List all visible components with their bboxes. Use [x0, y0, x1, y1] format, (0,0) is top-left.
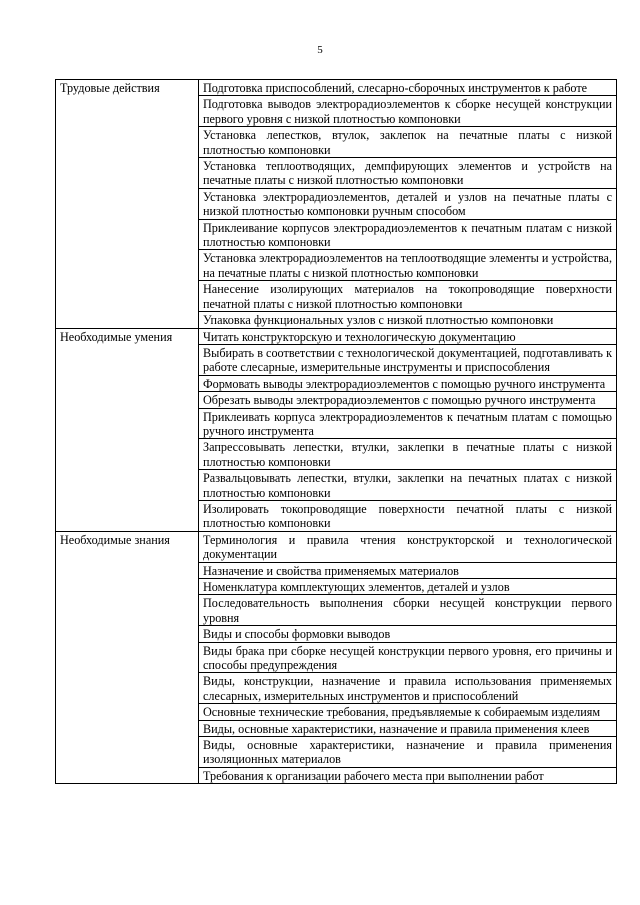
table-cell: Номенклатура комплектующих элементов, деталей и узлов	[199, 579, 617, 595]
table-cell: Виды и способы формовки выводов	[199, 626, 617, 642]
section-title: Трудовые действия	[56, 80, 199, 329]
table-cell: Установка лепестков, втулок, заклепок на печатные платы с низкой плотностью компоновки	[199, 127, 617, 158]
table-cell: Запрессовывать лепестки, втулки, заклепки в печатные платы с низкой плотностью компоновки	[199, 439, 617, 470]
section-title: Необходимые умения	[56, 328, 199, 531]
page-number: 5	[317, 44, 323, 56]
table-cell: Нанесение изолирующих материалов на токопроводящие поверхности печатной платы с низкой плотностью компоновки	[199, 281, 617, 312]
table-cell: Формовать выводы электрорадиоэлементов с помощью ручного инструмента	[199, 375, 617, 391]
table-cell: Упаковка функциональных узлов с низкой плотностью компоновки	[199, 312, 617, 328]
table-cell: Установка теплоотводящих, демпфирующих элементов и устройств на печатные платы с низкой плотностью компоновки	[199, 158, 617, 189]
table-cell: Обрезать выводы электрорадиоэлементов с помощью ручного инструмента	[199, 392, 617, 408]
table-cell: Назначение и свойства применяемых материалов	[199, 562, 617, 578]
table-cell: Установка электрорадиоэлементов на теплоотводящие элементы и устройства, на печатные платы с низкой плотностью компоновки	[199, 250, 617, 281]
table-cell: Требования к организации рабочего места при выполнении работ	[199, 767, 617, 783]
table-cell: Терминология и правила чтения конструкторской и технологической документации	[199, 531, 617, 562]
table-cell: Читать конструкторскую и технологическую документацию	[199, 328, 617, 344]
table-cell: Подготовка выводов электрорадиоэлементов к сборке несущей конструкции первого уровня с низкой плотностью компоновки	[199, 96, 617, 127]
table-cell: Подготовка приспособлений, слесарно-сборочных инструментов к работе	[199, 80, 617, 96]
section-title: Необходимые знания	[56, 531, 199, 784]
table-cell: Виды, конструкции, назначение и правила использования применяемых слесарных, измерительных инструментов и приспособлений	[199, 673, 617, 704]
table-cell: Приклеивание корпусов электрорадиоэлементов к печатным платам с низкой плотностью компоновки	[199, 219, 617, 250]
table-cell: Изолировать токопроводящие поверхности печатной платы с низкой плотностью компоновки	[199, 500, 617, 531]
table-row	[56, 80, 617, 96]
requirements-table	[55, 79, 617, 784]
table-cell: Виды, основные характеристики, назначение и правила применения клеев	[199, 720, 617, 736]
table-cell: Развальцовывать лепестки, втулки, заклепки на печатных платах с низкой плотностью компоновки	[199, 470, 617, 501]
table-cell: Виды, основные характеристики, назначение и правила применения изоляционных материалов	[199, 737, 617, 768]
table-cell: Последовательность выполнения сборки несущей конструкции первого уровня	[199, 595, 617, 626]
table-cell: Установка электрорадиоэлементов, деталей и узлов на печатные платы с низкой плотностью компоновки ручным способом	[199, 188, 617, 219]
table-cell: Приклеивать корпуса электрорадиоэлементов к печатным платам с помощью ручного инструмента	[199, 408, 617, 439]
table-row	[56, 328, 617, 344]
table-row	[56, 531, 617, 562]
table-cell: Основные технические требования, предъявляемые к собираемым изделиям	[199, 704, 617, 720]
table-cell: Выбирать в соответствии с технологической документацией, подготавливать к работе слесарные, измерительные инструменты и приспособления	[199, 344, 617, 375]
table-cell: Виды брака при сборке несущей конструкции первого уровня, его причины и способы предупреждения	[199, 642, 617, 673]
